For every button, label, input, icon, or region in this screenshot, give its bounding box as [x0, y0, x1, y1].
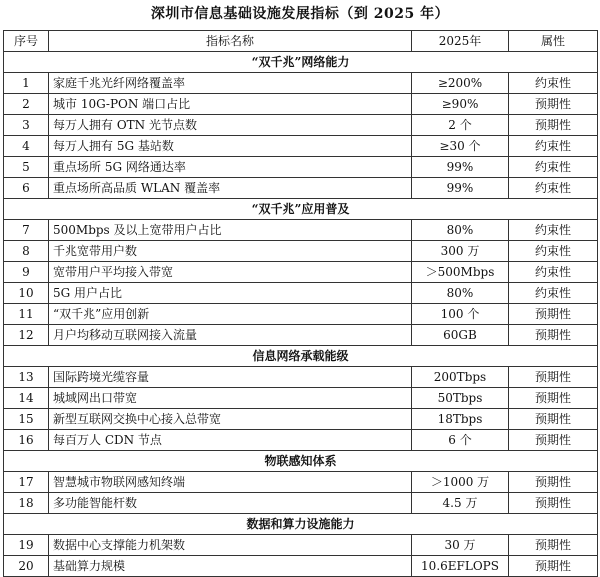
table-row [4, 409, 598, 430]
table-row [4, 325, 598, 346]
table-row [4, 262, 598, 283]
section-title: 物联感知体系 [4, 451, 598, 472]
header-year-2025: 2025年 [412, 31, 509, 52]
row-index: 8 [4, 241, 49, 262]
row-attribute: 预期性 [509, 472, 598, 493]
row-indicator-name: 5G 用户占比 [49, 283, 412, 304]
row-value: 200Tbps [412, 367, 509, 388]
row-indicator-name: 新型互联网交换中心接入总带宽 [49, 409, 412, 430]
section-title: 信息网络承载能级 [4, 346, 598, 367]
section-header-row [4, 451, 598, 472]
row-index: 2 [4, 94, 49, 115]
table-row [4, 535, 598, 556]
row-indicator-name: 数据中心支撑能力机架数 [49, 535, 412, 556]
row-index: 5 [4, 157, 49, 178]
row-attribute: 预期性 [509, 304, 598, 325]
table-row [4, 241, 598, 262]
row-indicator-name: 每百万人 CDN 节点 [49, 430, 412, 451]
row-index: 4 [4, 136, 49, 157]
section-header-row [4, 346, 598, 367]
table-header-row [4, 31, 598, 52]
row-attribute: 约束性 [509, 241, 598, 262]
row-index: 1 [4, 73, 49, 94]
row-value: 60GB [412, 325, 509, 346]
row-index: 14 [4, 388, 49, 409]
row-index: 7 [4, 220, 49, 241]
row-indicator-name: 500Mbps 及以上宽带用户占比 [49, 220, 412, 241]
row-attribute: 约束性 [509, 283, 598, 304]
row-value: 99% [412, 157, 509, 178]
section-header-row [4, 199, 598, 220]
row-attribute: 约束性 [509, 157, 598, 178]
table-row [4, 472, 598, 493]
table-row [4, 73, 598, 94]
row-value: 10.6EFLOPS [412, 556, 509, 577]
row-attribute: 预期性 [509, 325, 598, 346]
row-attribute: 预期性 [509, 409, 598, 430]
row-attribute: 预期性 [509, 430, 598, 451]
table-row [4, 493, 598, 514]
table-row [4, 157, 598, 178]
row-attribute: 预期性 [509, 493, 598, 514]
row-value: 30 万 [412, 535, 509, 556]
row-index: 10 [4, 283, 49, 304]
table-row [4, 304, 598, 325]
row-indicator-name: 月户均移动互联网接入流量 [49, 325, 412, 346]
section-header-row [4, 52, 598, 73]
row-indicator-name: 城域网出口带宽 [49, 388, 412, 409]
row-index: 18 [4, 493, 49, 514]
table-row [4, 220, 598, 241]
row-value: ＞500Mbps [412, 262, 509, 283]
row-value: 50Tbps [412, 388, 509, 409]
row-value: 18Tbps [412, 409, 509, 430]
row-index: 15 [4, 409, 49, 430]
row-value: ≥30 个 [412, 136, 509, 157]
table-row [4, 115, 598, 136]
row-index: 11 [4, 304, 49, 325]
header-attribute: 属性 [509, 31, 598, 52]
row-attribute: 预期性 [509, 367, 598, 388]
row-value: 100 个 [412, 304, 509, 325]
row-index: 16 [4, 430, 49, 451]
table-row [4, 178, 598, 199]
row-indicator-name: 每万人拥有 OTN 光节点数 [49, 115, 412, 136]
row-indicator-name: 智慧城市物联网感知终端 [49, 472, 412, 493]
row-indicator-name: 基础算力规模 [49, 556, 412, 577]
section-title: “双千兆”应用普及 [4, 199, 598, 220]
row-indicator-name: 千兆宽带用户数 [49, 241, 412, 262]
table-row [4, 556, 598, 577]
row-value: 6 个 [412, 430, 509, 451]
row-attribute: 约束性 [509, 220, 598, 241]
row-value: 80% [412, 220, 509, 241]
row-attribute: 约束性 [509, 73, 598, 94]
document-title: 深圳市信息基础设施发展指标（到 2025 年） [150, 6, 450, 22]
row-attribute: 预期性 [509, 556, 598, 577]
row-indicator-name: 国际跨境光缆容量 [49, 367, 412, 388]
row-attribute: 预期性 [509, 388, 598, 409]
row-index: 9 [4, 262, 49, 283]
row-value: ≥200% [412, 73, 509, 94]
table-row [4, 430, 598, 451]
indicator-table [3, 30, 598, 577]
row-index: 17 [4, 472, 49, 493]
row-indicator-name: 重点场所 5G 网络通达率 [49, 157, 412, 178]
row-index: 12 [4, 325, 49, 346]
section-title: 数据和算力设施能力 [4, 514, 598, 535]
section-title: “双千兆”网络能力 [4, 52, 598, 73]
row-indicator-name: 每万人拥有 5G 基站数 [49, 136, 412, 157]
row-value: 80% [412, 283, 509, 304]
row-value: 99% [412, 178, 509, 199]
table-row [4, 283, 598, 304]
row-value: 4.5 万 [412, 493, 509, 514]
row-indicator-name: 多功能智能杆数 [49, 493, 412, 514]
row-attribute: 约束性 [509, 262, 598, 283]
header-indicator-name: 指标名称 [49, 31, 412, 52]
row-attribute: 预期性 [509, 115, 598, 136]
row-indicator-name: 城市 10G-PON 端口占比 [49, 94, 412, 115]
row-index: 13 [4, 367, 49, 388]
section-header-row [4, 514, 598, 535]
row-index: 6 [4, 178, 49, 199]
row-indicator-name: 家庭千兆光纤网络覆盖率 [49, 73, 412, 94]
table-row [4, 136, 598, 157]
row-attribute: 预期性 [509, 94, 598, 115]
row-value: ＞1000 万 [412, 472, 509, 493]
table-body [4, 52, 598, 577]
row-value: 300 万 [412, 241, 509, 262]
row-attribute: 约束性 [509, 178, 598, 199]
row-indicator-name: “双千兆”应用创新 [49, 304, 412, 325]
row-attribute: 预期性 [509, 535, 598, 556]
row-index: 19 [4, 535, 49, 556]
row-value: 2 个 [412, 115, 509, 136]
table-row [4, 367, 598, 388]
table-row [4, 94, 598, 115]
table-row [4, 388, 598, 409]
row-index: 3 [4, 115, 49, 136]
row-indicator-name: 宽带用户平均接入带宽 [49, 262, 412, 283]
row-indicator-name: 重点场所高品质 WLAN 覆盖率 [49, 178, 412, 199]
row-value: ≥90% [412, 94, 509, 115]
header-index: 序号 [4, 31, 49, 52]
row-attribute: 约束性 [509, 136, 598, 157]
row-index: 20 [4, 556, 49, 577]
